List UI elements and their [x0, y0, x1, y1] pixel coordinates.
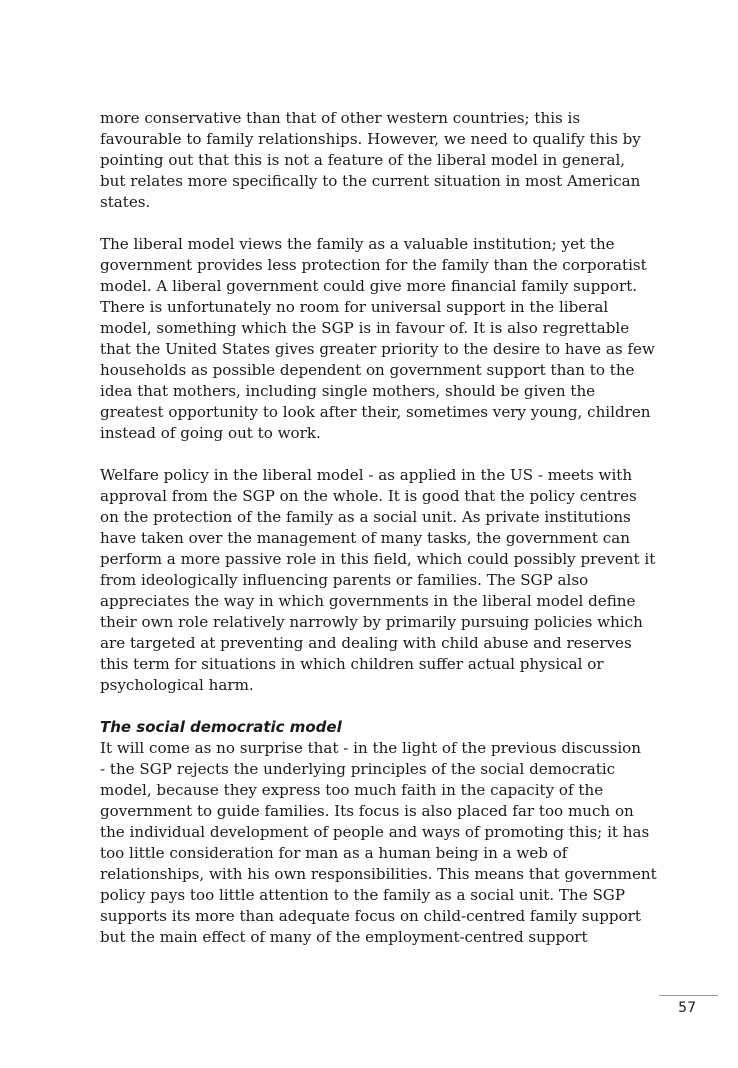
text-line: Welfare policy in the liberal model - as applied in the US - meets with: [100, 466, 633, 484]
text-line: model, something which the SGP is in favour of. It is also regrettable: [100, 319, 630, 337]
page-number: 57: [678, 1000, 696, 1016]
text-line: psychological harm.: [100, 676, 254, 694]
text-line: The liberal model views the family as a valuable institution; yet the: [100, 235, 615, 253]
text-line: model. A liberal government could give more financial family support.: [100, 277, 638, 295]
text-line: perform a more passive role in this field, which could possibly prevent it: [100, 550, 656, 568]
text-line: government provides less protection for the family than the corporatist: [100, 256, 647, 274]
section-heading: The social democratic model: [100, 718, 342, 736]
text-line: approval from the SGP on the whole. It is good that the policy centres: [100, 487, 637, 505]
text-line: have taken over the management of many tasks, the government can: [100, 529, 630, 547]
text-line: relationships, with his own responsibilities. This means that government: [100, 865, 657, 883]
text-line: There is unfortunately no room for universal support in the liberal: [100, 298, 609, 316]
text-line: favourable to family relationships. However, we need to qualify this by: [100, 130, 641, 148]
text-line: this term for situations in which children suffer actual physical or: [100, 655, 604, 673]
text-line: states.: [100, 193, 151, 211]
text-line: but relates more specifically to the current situation in most American: [100, 172, 641, 190]
paragraph-welfare-policy: [100, 465, 656, 696]
footer-rule: [659, 995, 718, 996]
text-line: appreciates the way in which governments in the liberal model define: [100, 592, 636, 610]
text-line: are targeted at preventing and dealing with child abuse and reserves: [100, 634, 632, 652]
text-line: on the protection of the family as a social unit. As private institutions: [100, 508, 631, 526]
text-line: their own role relatively narrowly by primarily pursuing policies which: [100, 613, 643, 631]
page-body: [100, 108, 657, 969]
text-line: that the United States gives greater priority to the desire to have as few: [100, 340, 655, 358]
text-line: pointing out that this is not a feature of the liberal model in general,: [100, 151, 626, 169]
text-line: It will come as no surprise that - in the light of the previous discussion: [100, 739, 641, 757]
text-line: supports its more than adequate focus on child-centred family support: [100, 907, 641, 925]
text-line: model, because they express too much faith in the capacity of the: [100, 781, 604, 799]
text-line: from ideologically influencing parents or families. The SGP also: [100, 571, 589, 589]
text-line: too little consideration for man as a human being in a web of: [100, 844, 568, 862]
text-line: greatest opportunity to look after their, sometimes very young, children: [100, 403, 651, 421]
text-line: instead of going out to work.: [100, 424, 321, 442]
text-line: households as possible dependent on government support than to the: [100, 361, 635, 379]
paragraph-intro-continuation: [100, 108, 648, 213]
text-line: the individual development of people and ways of promoting this; it has: [100, 823, 650, 841]
text-line: idea that mothers, including single mothers, should be given the: [100, 382, 596, 400]
paragraph-liberal-model: [100, 234, 655, 444]
text-line: policy pays too little attention to the family as a social unit. The SGP: [100, 886, 626, 904]
section-social-democratic-model: [100, 717, 657, 948]
text-line: government to guide families. Its focus is also placed far too much on: [100, 802, 634, 820]
text-line: more conservative than that of other western countries; this is: [100, 109, 581, 127]
text-line: - the SGP rejects the underlying principles of the social democratic: [100, 760, 616, 778]
text-line: but the main effect of many of the employment-centred support: [100, 928, 588, 946]
